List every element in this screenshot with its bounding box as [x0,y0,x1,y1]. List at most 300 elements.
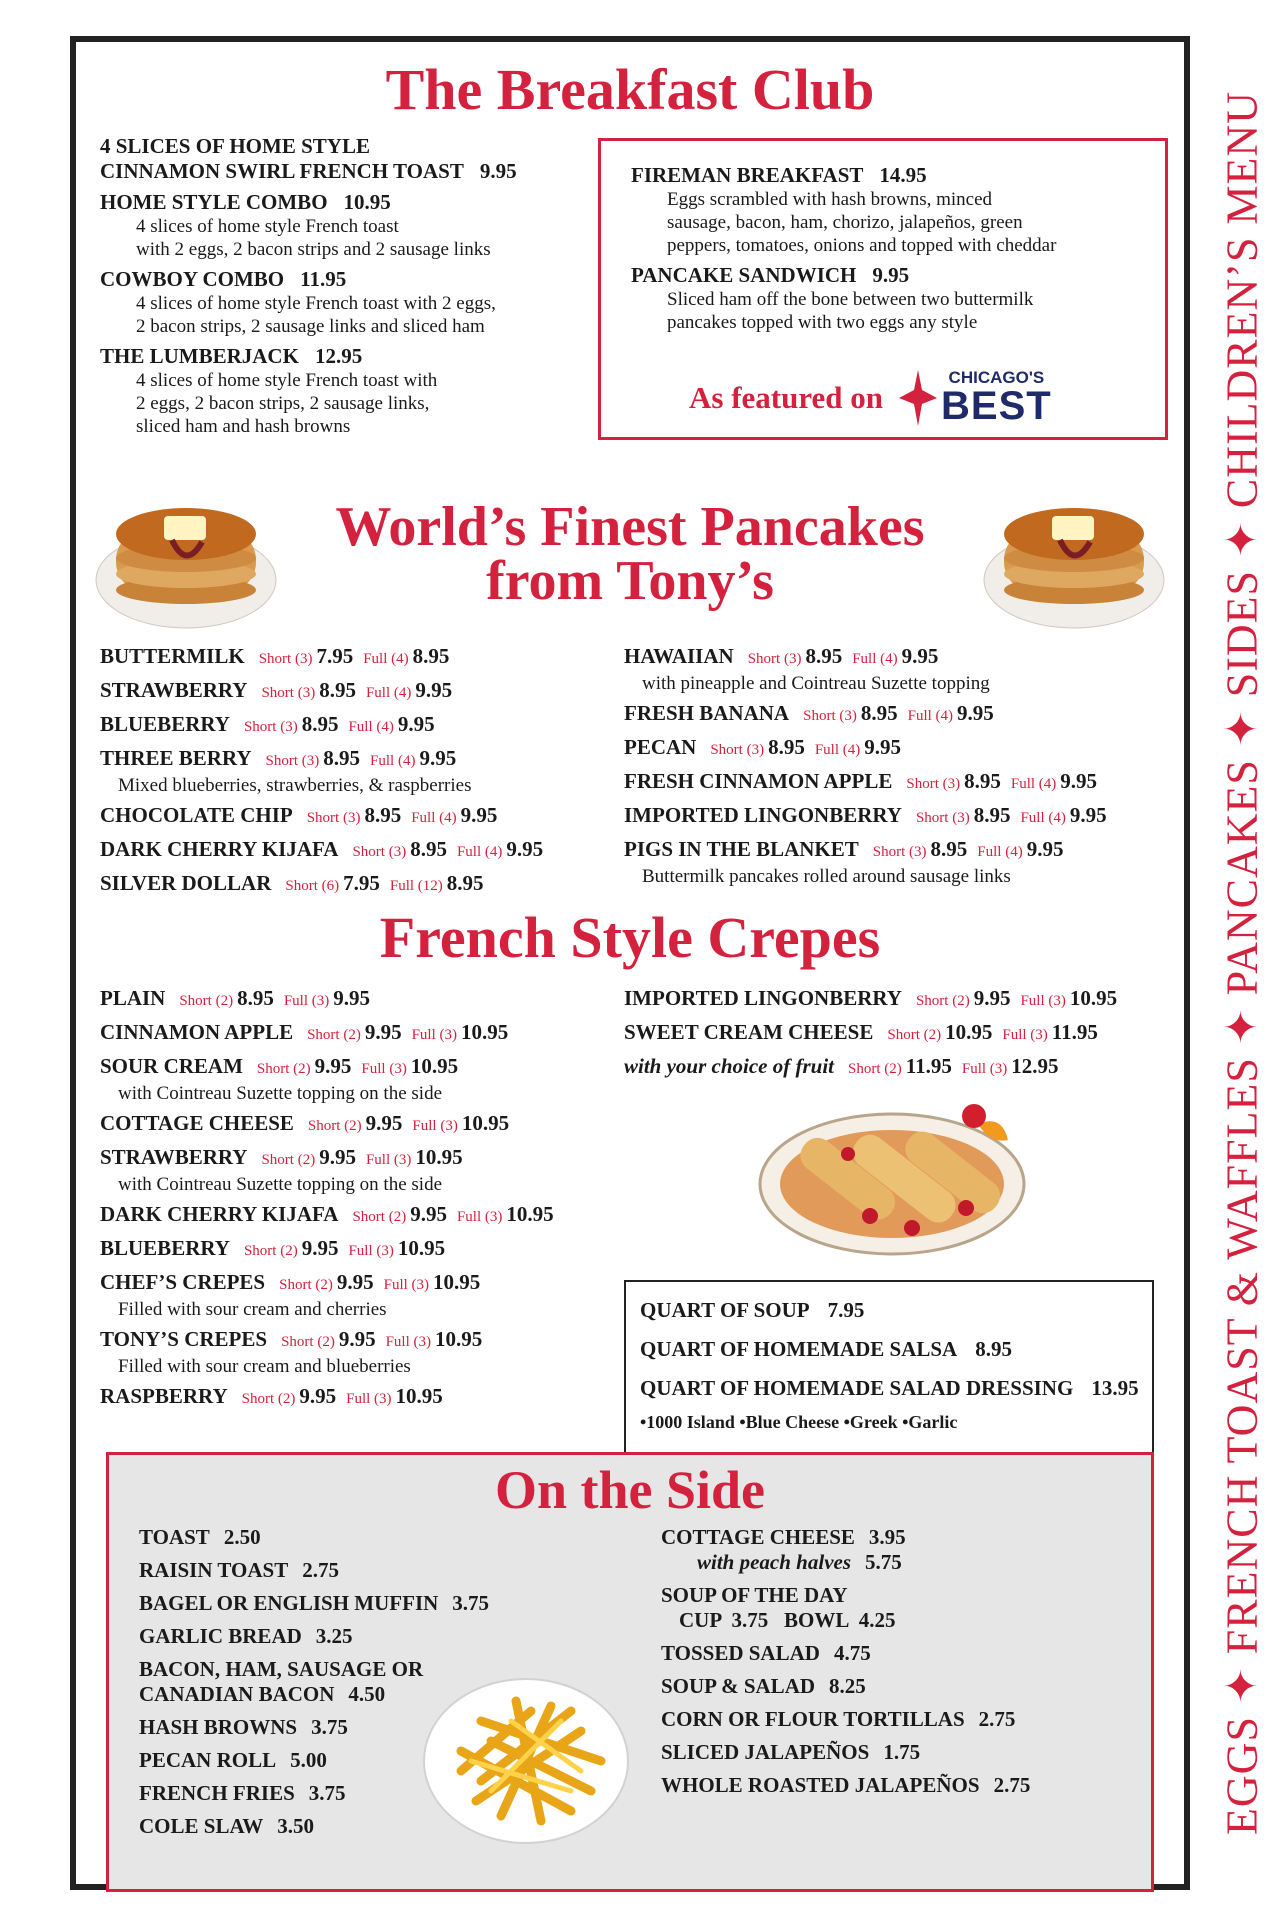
item-name: 4 SLICES OF HOME STYLE CINNAMON SWIRL FRENCH TOAST [100,134,464,183]
short-label: Short (3) [352,844,407,860]
item-name: THE LUMBERJACK [100,344,299,368]
short-price: 8.95 [301,712,339,736]
short-price: 8.95 [930,837,968,861]
item-description: with pineapple and Cointreau Suzette topping [642,673,990,694]
item-name: CORN OR FLOUR TORTILLAS [661,1707,965,1731]
full-label: Full (4) [907,708,954,724]
menu-item [100,1054,620,1105]
short-label: Short (2) [915,993,970,1009]
item-price: 12.95 [314,344,363,368]
item-name: BAGEL OR ENGLISH MUFFIN [139,1591,439,1615]
item-price: 13.95 [1091,1376,1139,1400]
item-name: PIGS IN THE BLANKET [624,837,859,861]
short-label: Short (2) [279,1277,333,1293]
breakfast-item [100,344,620,438]
short-label: Short (2) [261,1152,316,1168]
featured-item [631,163,1151,257]
item-name: DARK CHERRY KIJAFA [100,1202,339,1226]
short-label: Short (2) [243,1243,298,1259]
menu-item-line [100,1327,620,1355]
item-name: STRAWBERRY [100,1145,248,1169]
item-name: TOSSED SALAD [661,1641,820,1665]
short-price: 10.95 [945,1020,993,1044]
vertical-menu-text: EGGS ✦ FRENCH TOAST & WAFFLES ✦ PANCAKES ✦ SIDES ✦ CHILDREN’S MENU [1217,91,1267,1835]
item-price: 2.75 [993,1773,1031,1797]
quart-item [640,1337,1140,1362]
pancakes-title-line2: from Tony’s [486,550,774,612]
full-price: 9.95 [506,837,544,861]
item-price: 10.95 [343,190,391,214]
menu-item-line [624,769,1184,797]
side-item [661,1641,1141,1666]
menu-item-line [624,803,1184,831]
breakfast-left-list [100,134,620,444]
short-label: Short (3) [265,753,320,769]
menu-item-line [100,837,620,865]
menu-item-line [100,1111,620,1139]
short-price: 8.95 [237,986,274,1010]
menu-item [624,769,1184,797]
side-item [139,1558,519,1583]
short-price: 9.95 [338,1327,376,1351]
full-label: Full (3) [385,1334,431,1350]
featured-item [631,263,1151,334]
full-label: Full (3) [411,1027,458,1043]
item-name: WHOLE ROASTED JALAPEÑOS [661,1773,980,1797]
menu-item-line [624,837,1184,865]
item-price: 11.95 [300,267,347,291]
full-label: Full (3) [412,1118,458,1134]
full-label: Full (4) [365,685,412,701]
short-price: 8.95 [364,803,402,827]
item-price: 3.75 [311,1715,348,1739]
side-item [661,1707,1141,1732]
menu-item-line [100,1236,620,1264]
menu-item-line [624,1020,1184,1048]
short-price: 11.95 [905,1054,952,1078]
soup-sizes: CUP 3.75 BOWL 4.25 [679,1608,896,1632]
short-price: 9.95 [364,1020,402,1044]
full-price: 9.95 [901,644,939,668]
full-label: Full (4) [1010,776,1057,792]
short-label: Short (3) [710,742,765,758]
item-price: 5.00 [290,1748,327,1772]
pancakes-title [76,496,1184,612]
breakfast-box-list [631,163,1151,340]
item-name: SOUP OF THE DAY [661,1583,848,1607]
side-item-line [661,1674,1141,1699]
item-name: RASPBERRY [100,1384,228,1408]
side-item-line [661,1525,1141,1550]
short-price: 7.95 [316,644,354,668]
breakfast-item [100,267,620,338]
item-name: SILVER DOLLAR [100,871,272,895]
crepes-left-list [100,986,620,1418]
full-price: 10.95 [461,1111,510,1135]
full-price: 9.95 [419,746,457,770]
full-price: 9.95 [460,803,498,827]
breakfast-featured-box [598,138,1168,440]
full-price: 10.95 [506,1202,554,1226]
menu-item-line [624,701,1184,729]
menu-item-line [100,678,620,706]
short-label: Short (2) [307,1118,362,1134]
menu-item-line [100,746,620,774]
menu-item [100,1236,620,1264]
item-name: HASH BROWNS [139,1715,298,1739]
item-name: FRENCH FRIES [139,1781,295,1805]
menu-frame [70,36,1190,1890]
menu-item [624,1020,1184,1048]
short-price: 9.95 [973,986,1011,1010]
full-price: 9.95 [397,712,435,736]
short-label: Short (6) [285,878,340,894]
menu-item-line [624,644,1184,672]
menu-item-line [624,986,1184,1014]
item-name: TOAST [139,1525,210,1549]
side-item [661,1773,1141,1798]
menu-item [624,735,1184,763]
breakfast-item-name [100,344,620,369]
menu-item [100,1111,620,1139]
featured-on-row [689,369,1052,426]
short-price: 8.95 [323,746,361,770]
featured-label: As featured on [689,379,884,415]
variant-name: with peach halves [697,1550,852,1574]
item-price: 2.75 [978,1707,1016,1731]
full-price: 10.95 [435,1327,483,1351]
item-name: SOUR CREAM [100,1054,243,1078]
item-description: 4 slices of home style French toast with 2 eggs, 2 bacon strips and 2 sausage links [136,216,491,260]
full-price: 9.95 [1026,837,1064,861]
item-name: IMPORTED LINGONBERRY [624,803,902,827]
item-name: HAWAIIAN [624,644,734,668]
side-item-line [661,1641,1141,1666]
item-description: Filled with sour cream and blueberries [118,1356,411,1377]
full-label: Full (4) [1020,810,1066,826]
item-name: COWBOY COMBO [100,267,285,291]
menu-item-line [100,1054,620,1082]
full-price: 10.95 [397,1236,446,1260]
full-price: 10.95 [415,1145,463,1169]
full-label: Full (3) [346,1391,392,1407]
menu-item [100,644,620,672]
item-description: with Cointreau Suzette topping on the side [118,1174,443,1195]
short-label: Short (2) [241,1391,296,1407]
short-price: 9.95 [319,1145,356,1169]
item-name: SWEET CREAM CHEESE [624,1020,874,1044]
menu-item [624,644,1184,695]
quarts-list [640,1298,1140,1415]
item-name: FRESH CINNAMON APPLE [624,769,893,793]
item-name: HOME STYLE COMBO [100,190,328,214]
short-label: Short (2) [352,1209,407,1225]
short-label: Short (3) [747,651,802,667]
breakfast-item [100,134,620,184]
item-name: QUART OF SOUP [640,1298,810,1322]
item-price: 4.50 [348,1682,386,1706]
item-price: 9.95 [872,263,910,287]
quarts-box [624,1280,1154,1454]
menu-item [100,837,620,865]
item-name: with your choice of fruit [624,1054,835,1078]
menu-item [100,803,620,831]
menu-item-line [100,1020,620,1048]
item-name: COLE SLAW [139,1814,264,1838]
french-fries-image [421,1651,631,1851]
item-name: BUTTERMILK [100,644,245,668]
menu-item [100,1145,620,1196]
crepes-plate-image [752,1088,1042,1258]
item-name: COTTAGE CHEESE [100,1111,294,1135]
side-item-line [661,1583,1141,1608]
full-label: Full (3) [348,1243,394,1259]
item-price: 3.50 [277,1814,315,1838]
menu-item-line [100,1384,620,1412]
full-price: 9.95 [415,678,453,702]
menu-item [100,1202,620,1230]
short-label: Short (3) [306,810,361,826]
sides-title: On the Side [494,1460,766,1520]
full-label: Full (3) [961,1061,1008,1077]
menu-item-line [100,1202,620,1230]
variant-price: 5.75 [865,1550,902,1574]
full-price: 9.95 [333,986,371,1010]
menu-item [624,1054,1184,1082]
menu-item-line [100,803,620,831]
item-name: CHOCOLATE CHIP [100,803,293,827]
menu-item [624,986,1184,1014]
menu-item-line [100,644,620,672]
item-name: RAISIN TOAST [139,1558,289,1582]
side-item [139,1525,519,1550]
pancakes-right-list [624,644,1184,894]
menu-item-line [624,735,1184,763]
item-name: COTTAGE CHEESE [661,1525,855,1549]
full-label: Full (3) [456,1209,503,1225]
full-price: 10.95 [395,1384,443,1408]
menu-item-line [100,871,620,899]
item-name: STRAWBERRY [100,678,248,702]
item-name: PANCAKE SANDWICH [631,263,857,287]
menu-item [100,746,620,797]
side-item [661,1525,1141,1575]
full-price: 10.95 [410,1054,459,1078]
breakfast-item-name [100,190,620,215]
vertical-menu-banner [1212,36,1272,1890]
short-label: Short (2) [179,993,234,1009]
full-label: Full (4) [411,810,457,826]
item-name: CHEF’S CREPES [100,1270,266,1294]
item-price: 1.75 [883,1740,921,1764]
item-price: 4.75 [833,1641,871,1665]
full-label: Full (4) [814,742,861,758]
short-label: Short (3) [261,685,316,701]
menu-item-line [100,712,620,740]
full-price: 10.95 [461,1020,509,1044]
item-name: FRESH BANANA [624,701,790,725]
short-price: 8.95 [768,735,805,759]
item-name: BLUEBERRY [100,712,230,736]
full-label: Full (4) [977,844,1023,860]
short-price: 9.95 [365,1111,403,1135]
side-item [661,1674,1141,1699]
menu-item [624,837,1184,888]
full-label: Full (3) [383,1277,430,1293]
item-price: 7.95 [827,1298,865,1322]
full-label: Full (4) [348,719,394,735]
short-price: 8.95 [860,701,898,725]
crepes-right-list [624,986,1184,1088]
quart-item [640,1376,1140,1401]
breakfast-item-name [100,267,620,292]
item-name: QUART OF HOMEMADE SALAD DRESSING [640,1376,1074,1400]
item-name: IMPORTED LINGONBERRY [624,986,902,1010]
menu-item [100,1270,620,1321]
item-price: 3.75 [452,1591,490,1615]
short-price: 8.95 [410,837,447,861]
featured-item-header [631,163,1151,188]
sides-right-list [661,1525,1141,1806]
item-name: BLUEBERRY [100,1236,230,1260]
side-item-line [661,1707,1141,1732]
item-name: SOUP & SALAD [661,1674,816,1698]
menu-item [100,1327,620,1378]
item-price: 3.95 [868,1525,906,1549]
item-name: THREE BERRY [100,746,252,770]
sides-box [106,1452,1154,1892]
short-price: 8.95 [973,803,1011,827]
item-price: 8.25 [829,1674,866,1698]
breakfast-item [100,190,620,261]
chicagos-best-logo [941,369,1052,426]
full-price: 8.95 [446,871,484,895]
side-item-line [661,1773,1141,1798]
short-label: Short (3) [803,708,857,724]
item-price: 8.95 [975,1337,1012,1361]
full-price: 9.95 [1060,769,1098,793]
full-price: 9.95 [1069,803,1107,827]
short-price: 7.95 [343,871,380,895]
short-label: Short (2) [887,1027,942,1043]
short-label: Short (2) [848,1061,902,1077]
item-name: GARLIC BREAD [139,1624,302,1648]
item-name: PLAIN [100,986,166,1010]
full-label: Full (12) [389,878,443,894]
short-label: Short (3) [915,810,970,826]
item-name: SLICED JALAPEÑOS [661,1740,870,1764]
side-item [661,1583,1141,1633]
short-label: Short (2) [256,1061,311,1077]
menu-item-line [100,986,620,1014]
short-label: Short (3) [258,651,313,667]
short-price: 8.95 [805,644,843,668]
full-label: Full (4) [363,651,409,667]
item-name: QUART OF HOMEMADE SALSA [640,1337,958,1361]
short-price: 9.95 [301,1236,339,1260]
full-label: Full (3) [1002,1027,1048,1043]
item-name: PECAN ROLL [139,1748,277,1772]
dressing-options: •1000 Island •Blue Cheese •Greek •Garlic [640,1412,958,1432]
full-label: Full (4) [456,844,503,860]
item-price: 3.25 [315,1624,353,1648]
full-price: 10.95 [1069,986,1118,1010]
short-price: 9.95 [299,1384,337,1408]
pancakes-left-list [100,644,620,905]
item-description: with Cointreau Suzette topping on the side [118,1083,443,1104]
side-item-line [661,1740,1141,1765]
breakfast-item-name [100,134,620,184]
item-price: 14.95 [879,163,927,187]
item-name: CINNAMON APPLE [100,1020,294,1044]
item-description: Eggs scrambled with hash browns, minced sausage, bacon, ham, chorizo, jalapeños, green peppers, tomatoes, onions and topped with cheddar [667,189,1057,256]
short-price: 9.95 [336,1270,374,1294]
menu-item-line [624,1054,1184,1082]
menu-item [100,1020,620,1048]
menu-item [100,1384,620,1412]
side-item [661,1740,1141,1765]
short-price: 8.95 [964,769,1001,793]
menu-item [100,712,620,740]
short-label: Short (3) [906,776,961,792]
full-price: 10.95 [433,1270,481,1294]
item-description: Buttermilk pancakes rolled around sausage links [642,866,1011,887]
short-price: 8.95 [319,678,356,702]
quart-item [640,1298,1140,1323]
side-item-variant [697,1550,1141,1575]
item-description: Sliced ham off the bone between two buttermilk pancakes topped with two eggs any style [667,289,1034,333]
item-price: 2.50 [223,1525,261,1549]
full-label: Full (4) [852,651,898,667]
breakfast-title: The Breakfast Club [385,57,875,122]
crepes-title: French Style Crepes [379,905,881,970]
full-label: Full (3) [365,1152,412,1168]
menu-item [100,678,620,706]
item-description: 4 slices of home style French toast with 2 eggs, 2 bacon strips, 2 sausage links and sliced ham [136,293,496,337]
menu-item [624,701,1184,729]
short-label: Short (3) [872,844,927,860]
short-label: Short (3) [243,719,298,735]
full-price: 11.95 [1051,1020,1098,1044]
menu-item-line [100,1145,620,1173]
star-icon [899,370,937,426]
item-price: 2.75 [302,1558,339,1582]
item-description: Filled with sour cream and cherries [118,1299,387,1320]
logo-top-text: CHICAGO'S [948,368,1045,387]
full-price: 9.95 [864,735,902,759]
item-price: 3.75 [308,1781,346,1805]
short-label: Short (2) [281,1334,335,1350]
full-label: Full (3) [283,993,330,1009]
item-description: Mixed blueberries, strawberries, & raspberries [118,775,472,796]
item-description: 4 slices of home style French toast with 2 eggs, 2 bacon strips, 2 sausage links, sliced ham and hash browns [136,370,438,437]
menu-item [624,803,1184,831]
item-name: PECAN [624,735,697,759]
full-label: Full (3) [1020,993,1066,1009]
full-label: Full (4) [370,753,416,769]
item-price: 9.95 [479,159,517,183]
full-label: Full (3) [361,1061,407,1077]
item-name: TONY’S CREPES [100,1327,268,1351]
side-item [139,1591,519,1616]
short-price: 9.95 [410,1202,447,1226]
short-label: Short (2) [307,1027,361,1043]
item-name: BACON, HAM, SAUSAGE OR CANADIAN BACON [139,1657,424,1706]
full-price: 8.95 [412,644,450,668]
featured-item-header [631,263,1151,288]
item-name: DARK CHERRY KIJAFA [100,837,339,861]
short-price: 9.95 [314,1054,352,1078]
